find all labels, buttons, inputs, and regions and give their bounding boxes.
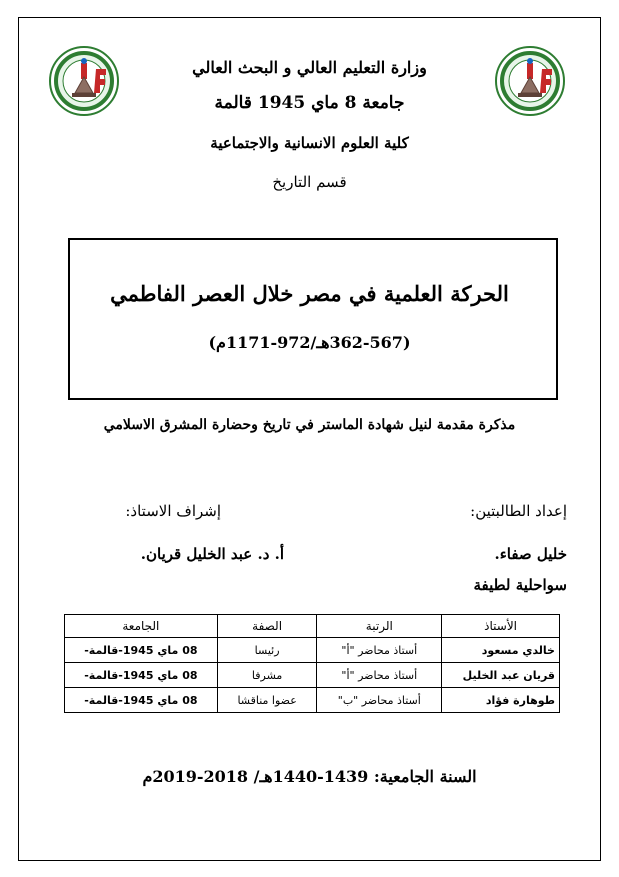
professor-rank: أستاذ محاضر "أ" bbox=[317, 663, 442, 688]
table-header-row bbox=[65, 615, 560, 638]
professor-name: خالدي مسعود bbox=[442, 638, 560, 663]
professor-role: رئيسا bbox=[217, 638, 317, 663]
professor-rank: أستاذ محاضر "ب" bbox=[317, 688, 442, 713]
column-header: الرتبة bbox=[317, 615, 442, 638]
column-header: الجامعة bbox=[65, 615, 218, 638]
department-name: قسم التاريخ bbox=[272, 173, 347, 191]
supervisor-name: أ. د. عبد الخليل قريان. bbox=[140, 545, 284, 563]
professor-university: 08 ماي 1945-قالمة- bbox=[65, 663, 218, 688]
professor-name: قريان عبد الخليل bbox=[442, 663, 560, 688]
column-header: الأستاذ bbox=[442, 615, 560, 638]
professor-rank: أستاذ محاضر "أ" bbox=[317, 638, 442, 663]
supervisor-label: إشراف الاستاذ: bbox=[125, 502, 221, 520]
committee-table bbox=[64, 614, 560, 713]
academic-year: السنة الجامعية: 1439-1440هـ/ 2018-2019م bbox=[142, 767, 477, 786]
thesis-title: الحركة العلمية في مصر خلال العصر الفاطمي bbox=[110, 281, 509, 306]
ministry-name: وزارة التعليم العالي و البحث العالي bbox=[192, 58, 427, 77]
author-name: سواحلية لطيفة bbox=[473, 576, 567, 594]
faculty-name: كلية العلوم الانسانية والاجتماعية bbox=[210, 134, 409, 152]
authors-label: إعداد الطالبتين: bbox=[470, 502, 567, 520]
professor-role: مشرفا bbox=[217, 663, 317, 688]
table-row bbox=[65, 663, 560, 688]
column-header: الصفة bbox=[217, 615, 317, 638]
table-row bbox=[65, 638, 560, 663]
professor-role: عضوا مناقشا bbox=[217, 688, 317, 713]
university-name: جامعة 8 ماي 1945 قالمة bbox=[214, 93, 405, 113]
professor-university: 08 ماي 1945-قالمة- bbox=[65, 688, 218, 713]
table-row bbox=[65, 688, 560, 713]
title-box bbox=[68, 238, 558, 400]
thesis-subtitle: مذكرة مقدمة لنيل شهادة الماستر في تاريخ وحضارة المشرق الاسلامي bbox=[103, 417, 516, 433]
professor-university: 08 ماي 1945-قالمة- bbox=[65, 638, 218, 663]
thesis-dates: (362-567هـ/972-1171م) bbox=[208, 333, 411, 352]
professor-name: طوهارة فؤاد bbox=[442, 688, 560, 713]
author-name: خليل صفاء. bbox=[494, 545, 567, 563]
